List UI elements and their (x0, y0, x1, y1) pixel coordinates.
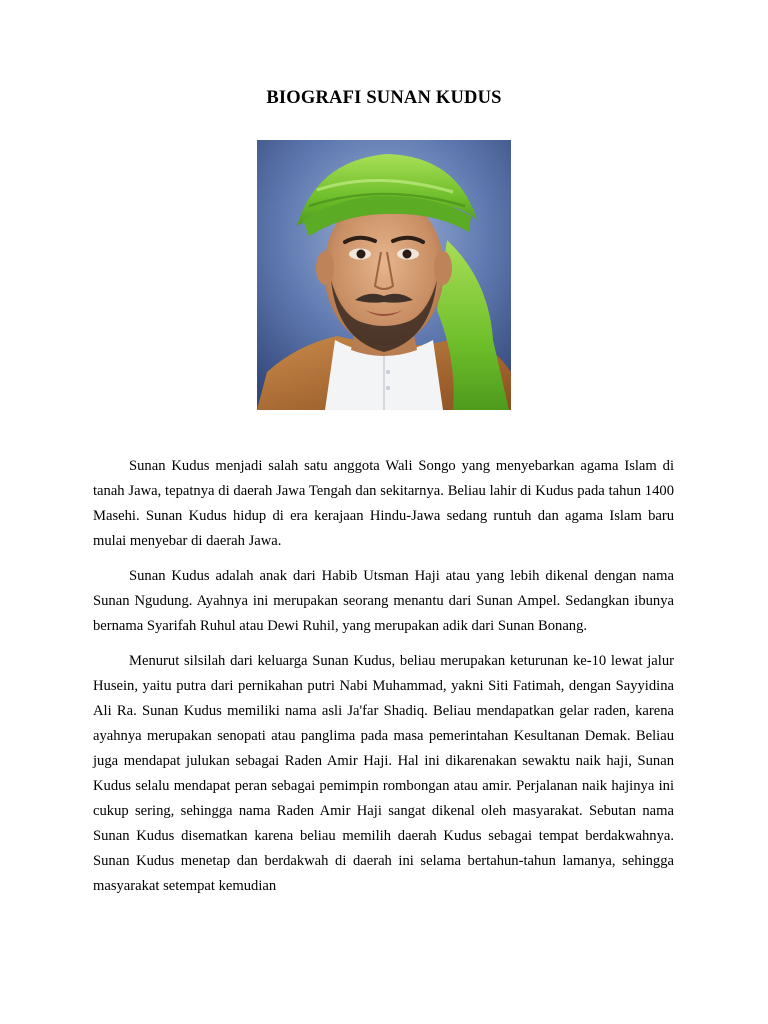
paragraph: Sunan Kudus adalah anak dari Habib Utsman Haji atau yang lebih dikenal dengan nama Sunan Ngudung. Ayahnya ini merupakan seorang menantu dari Sunan Ampel. Sedangkan ibunya bernama Syarifah Ruhul atau Dewi Ruhil, yang merupakan adik dari Sunan Bonang. (93, 568, 674, 634)
portrait-image (257, 140, 511, 410)
body-text (93, 454, 674, 909)
paragraph: Menurut silsilah dari keluarga Sunan Kudus, beliau merupakan keturunan ke-10 lewat jalur Husein, yaitu putra dari pernikahan putri Nabi Muhammad, yakni Siti Fatimah, dengan Sayyidina Ali Ra. Sunan Kudus memiliki nama asli Ja'far Shadiq. Beliau mendapatkan gelar raden, karena ayahnya merupakan senopati atau panglima pada masa pemerintahan Kesultanan Demak. Beliau juga mendapat julukan sebagai Raden Amir Haji. Hal ini dikarenakan sewaktu naik haji, Sunan Kudus selalu mendapat peran sebagai pemimpin rombongan atau amir. Perjalanan naik hajinya ini cukup sering, sehingga nama Raden Amir Haji sangat dikenal oleh masyarakat. Sebutan nama Sunan Kudus disematkan karena beliau memilih daerah Kudus sebagai tempat berdakwahnya. Sunan Kudus menetap dan berdakwah di daerah ini selama bertahun-tahun lamanya, sehingga masyarakat setempat kemudian (93, 653, 674, 894)
page-title: BIOGRAFI SUNAN KUDUS (266, 88, 502, 108)
paragraph: Sunan Kudus menjadi salah satu anggota Wali Songo yang menyebarkan agama Islam di tanah Jawa, tepatnya di daerah Jawa Tengah dan sekitarnya. Beliau lahir di Kudus pada tahun 1400 Masehi. Sunan Kudus hidup di era kerajaan Hindu-Jawa sedang runtuh dan agama Islam baru mulai menyebar di daerah Jawa. (93, 458, 674, 549)
